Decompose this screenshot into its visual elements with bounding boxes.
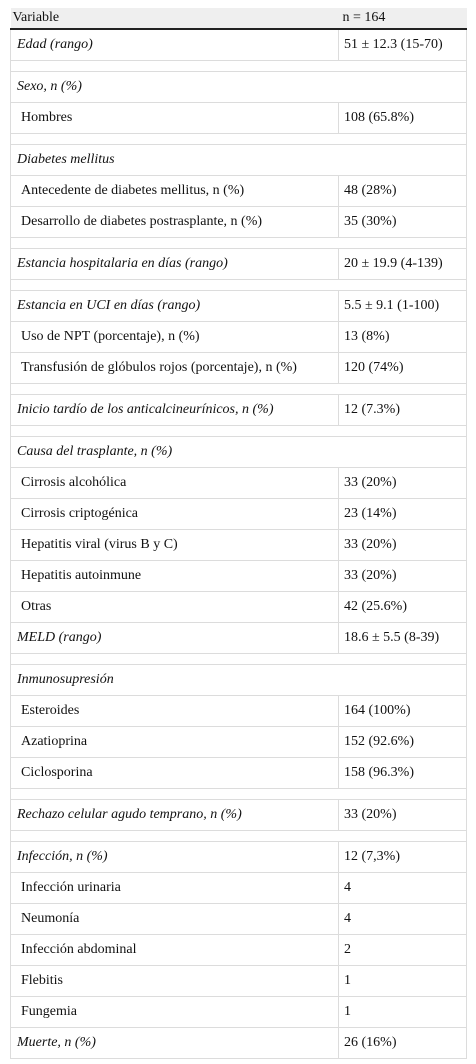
table-row (11, 935, 467, 966)
table-row (11, 997, 467, 1028)
spacer-row (11, 426, 467, 437)
row-label: Inicio tardío de los anticalcineurínicos, n (%) (11, 395, 339, 426)
section-row (11, 437, 467, 468)
spacer-row (11, 654, 467, 665)
table-row (11, 592, 467, 623)
row-value: 51 ± 12.3 (15-70) (339, 29, 467, 61)
table-row (11, 1028, 467, 1059)
row-value: 4 (339, 904, 467, 935)
spacer-row (11, 384, 467, 395)
table-row (11, 291, 467, 322)
table-row (11, 395, 467, 426)
section-row (11, 145, 467, 176)
row-label: Desarrollo de diabetes postrasplante, n (%) (11, 207, 339, 238)
row-value: 1 (339, 997, 467, 1028)
section-row (11, 72, 467, 103)
table-row (11, 727, 467, 758)
spacer-row (11, 238, 467, 249)
header-variable: Variable (11, 8, 339, 29)
spacer-row (11, 789, 467, 800)
table-row (11, 842, 467, 873)
table-row (11, 873, 467, 904)
table-row (11, 623, 467, 654)
row-label: Rechazo celular agudo temprano, n (%) (11, 800, 339, 831)
row-label: Cirrosis criptogénica (11, 499, 339, 530)
spacer-row (11, 280, 467, 291)
row-value: 5.5 ± 9.1 (1-100) (339, 291, 467, 322)
row-value: 33 (20%) (339, 530, 467, 561)
row-label: Fungemia (11, 997, 339, 1028)
row-label: Ciclosporina (11, 758, 339, 789)
row-label: Otras (11, 592, 339, 623)
row-value: 4 (339, 873, 467, 904)
spacer-row (11, 831, 467, 842)
row-label: Infección, n (%) (11, 842, 339, 873)
row-label: Cirrosis alcohólica (11, 468, 339, 499)
row-value: 2 (339, 935, 467, 966)
section-label: Diabetes mellitus (11, 145, 467, 176)
row-value: 152 (92.6%) (339, 727, 467, 758)
section-label: Causa del trasplante, n (%) (11, 437, 467, 468)
row-value: 1 (339, 966, 467, 997)
row-label: Muerte, n (%) (11, 1028, 339, 1059)
table-row (11, 103, 467, 134)
row-label: Flebitis (11, 966, 339, 997)
row-label: Hombres (11, 103, 339, 134)
table-row (11, 322, 467, 353)
table-row (11, 904, 467, 935)
row-value: 33 (20%) (339, 561, 467, 592)
row-value: 33 (20%) (339, 468, 467, 499)
row-value: 158 (96.3%) (339, 758, 467, 789)
row-label: Azatioprina (11, 727, 339, 758)
table-row (11, 176, 467, 207)
table-row (11, 468, 467, 499)
row-value: 108 (65.8%) (339, 103, 467, 134)
table-row (11, 800, 467, 831)
row-value: 18.6 ± 5.5 (8-39) (339, 623, 467, 654)
table-row (11, 499, 467, 530)
table-row (11, 966, 467, 997)
row-value: 23 (14%) (339, 499, 467, 530)
row-label: Neumonía (11, 904, 339, 935)
row-value: 48 (28%) (339, 176, 467, 207)
row-value: 13 (8%) (339, 322, 467, 353)
row-label: MELD (rango) (11, 623, 339, 654)
row-value: 20 ± 19.9 (4-139) (339, 249, 467, 280)
spacer-row (11, 134, 467, 145)
table-row (11, 561, 467, 592)
row-label: Edad (rango) (11, 29, 339, 61)
table-row (11, 353, 467, 384)
header-row (11, 8, 467, 29)
section-label: Inmunosupresión (11, 665, 467, 696)
row-value: 26 (16%) (339, 1028, 467, 1059)
row-label: Antecedente de diabetes mellitus, n (%) (11, 176, 339, 207)
row-label: Uso de NPT (porcentaje), n (%) (11, 322, 339, 353)
row-value: 42 (25.6%) (339, 592, 467, 623)
row-value: 12 (7.3%) (339, 395, 467, 426)
table-row (11, 207, 467, 238)
row-value: 35 (30%) (339, 207, 467, 238)
row-value: 120 (74%) (339, 353, 467, 384)
row-label: Hepatitis viral (virus B y C) (11, 530, 339, 561)
section-row (11, 665, 467, 696)
row-label: Infección abdominal (11, 935, 339, 966)
table-row (11, 758, 467, 789)
row-label: Infección urinaria (11, 873, 339, 904)
row-label: Estancia hospitalaria en días (rango) (11, 249, 339, 280)
section-label: Sexo, n (%) (11, 72, 467, 103)
row-value: 33 (20%) (339, 800, 467, 831)
patient-characteristics-table (10, 8, 467, 1059)
spacer-row (11, 61, 467, 72)
header-n: n = 164 (339, 8, 467, 29)
table-row (11, 696, 467, 727)
row-value: 164 (100%) (339, 696, 467, 727)
row-label: Hepatitis autoinmune (11, 561, 339, 592)
table-row (11, 29, 467, 61)
row-label: Estancia en UCI en días (rango) (11, 291, 339, 322)
table-row (11, 530, 467, 561)
row-label: Esteroides (11, 696, 339, 727)
row-value: 12 (7,3%) (339, 842, 467, 873)
table-row (11, 249, 467, 280)
row-label: Transfusión de glóbulos rojos (porcentaje), n (%) (11, 353, 339, 384)
